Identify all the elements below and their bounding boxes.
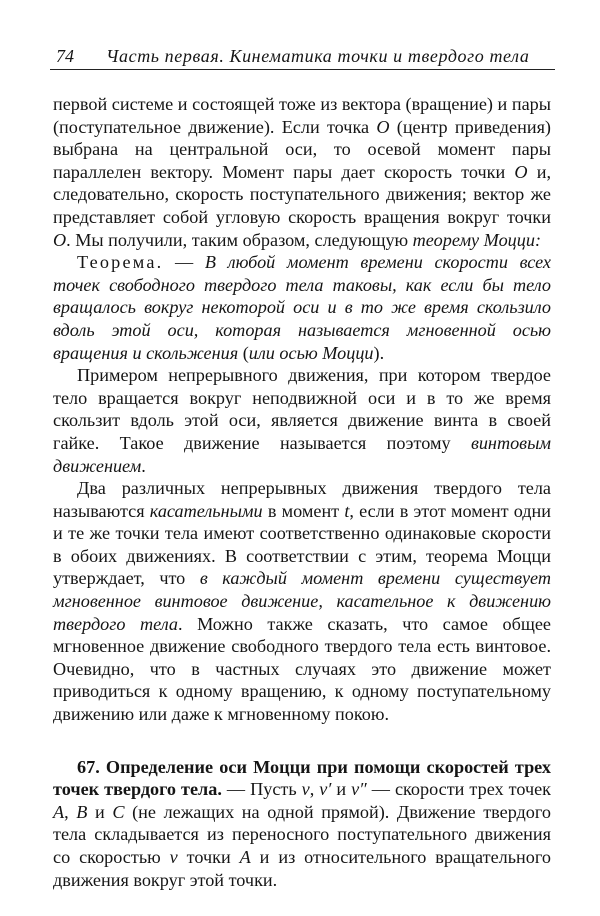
paragraph-continuation: первой системе и состоящей тоже из вектора (вращение) и пары (поступательное движение). Если точка O (центр приведения) выбрана на центральной оси, то осевой момент пары параллелен вектору. Момент пары дает скорость точки O и, следовательно, скорость поступательного движения; вектор же представляет собой угловую скорость вращения вокруг точки O. Мы получили, таким образом, следующую теорему Моцци: bbox=[53, 94, 552, 250]
header-rule bbox=[50, 69, 555, 70]
section-heading: 67. Определение оси Моцци при помощи скоростей трех точек твердого тела. bbox=[53, 756, 551, 800]
running-title: Часть первая. Кинематика точки и твердого тела bbox=[106, 46, 530, 66]
theorem-restatement: в каждый момент времени существует мгновенное винтовое движение, касательное к движению твердого тела bbox=[53, 568, 552, 634]
running-header bbox=[50, 40, 555, 70]
page-body bbox=[53, 93, 551, 891]
theorem-paragraph: Теорема. — В любой момент времени скорости всех точек свободного твердого тела таковы, как если бы тело вращалось вокруг некоторой оси и в то же время скользило вдоль этой оси, которая называется мгновенной осью вращения и скольжения (или осью Моцци). bbox=[53, 252, 552, 363]
page-number: 74 bbox=[56, 46, 74, 66]
screw-motion-paragraph: Примером непрерывного движения, при котором твердое тело вращается вокруг неподвижной оси и в то же время скользит вдоль этой оси, является движение винта в своей гайке. Такое движение называется поэтому винтовым движением. bbox=[53, 365, 551, 476]
tangent-motion-paragraph: Два различных непрерывных движения твердого тела называются касательными в момент t, если в этот момент одни и те же точки тела имеют соответственно одинаковые скорости в обоих движениях. В соответствии с этим, теорема Моцци утверждает, что в каждый момент времени существует мгновенное винтовое движение, касательное к движению твердого тела. Можно также сказать, что самое общее мгновенное движение свободного твердого тела есть винтовое. Очевидно, что в частных случаях это движение может приводиться к одному вращению, к одному поступательному движению или даже к мгновенному покою. bbox=[53, 478, 552, 725]
theorem-statement: В любой момент времени скорости всех точек свободного твердого тела таковы, как если бы тело вращалось вокруг некоторой оси и в то же время скользило вдоль этой оси, которая называется мгновенной осью вращения и скольжения bbox=[53, 252, 552, 363]
term-screw-motion: винтовым движением bbox=[53, 432, 551, 476]
theorem-reference: теорему Моцци: bbox=[412, 229, 541, 250]
term-tangent: касательными bbox=[149, 500, 263, 521]
section-67-paragraph: 67. Определение оси Моцци при помощи скоростей трех точек твердого тела. — Пусть v, v′ и v″ — скорости трех точек A, B и C (не лежащих на одной прямой). Движение твердого тела складывается из переносного поступательного движения со скоростью v точки A и из относительного вращательного движения вокруг этой точки. bbox=[53, 756, 552, 890]
theorem-label: Теорема. bbox=[77, 252, 164, 273]
